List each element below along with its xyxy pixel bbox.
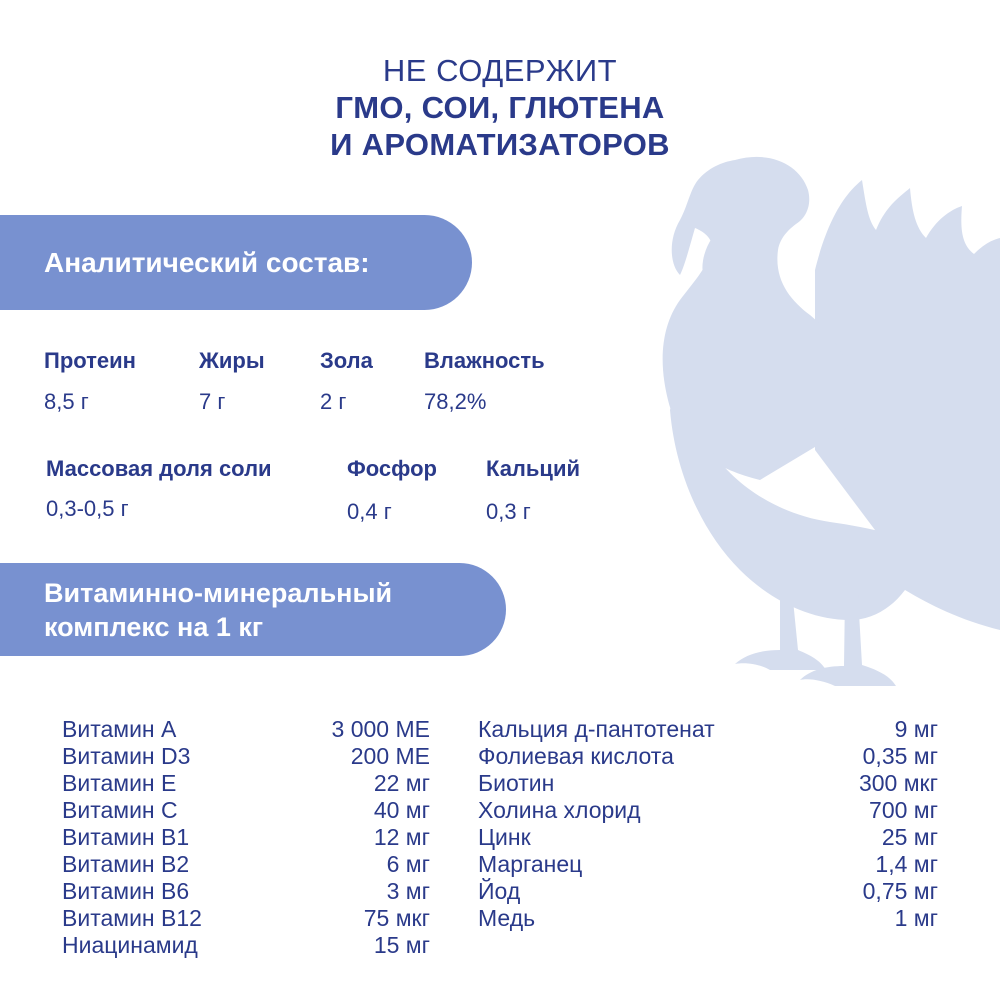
vitamins-right-list — [478, 716, 938, 932]
vitamin-amount: 0,35 мг — [862, 743, 938, 769]
turkey-silhouette-icon — [640, 150, 1000, 710]
vitamin-amount: 3 мг — [386, 878, 430, 904]
vitamin-amount: 12 мг — [373, 824, 430, 850]
vitamin-name: Витамин С — [62, 797, 178, 823]
vitamin-name: Витамин D3 — [62, 743, 191, 769]
vitamin-amount: 25 мг — [881, 824, 938, 850]
moisture-value: 78,2% — [424, 389, 487, 414]
vitamin-amount: 40 мг — [373, 797, 430, 823]
list-item — [62, 851, 430, 878]
headline — [0, 52, 1000, 163]
vitamin-name: Витамин В2 — [62, 851, 190, 877]
vitamins-title-line-1: Витаминно-минеральный — [44, 578, 393, 608]
list-item — [478, 716, 938, 743]
vitamin-amount: 300 мкг — [858, 770, 938, 796]
phosphorus-value: 0,4 г — [347, 499, 392, 524]
vitamins-left-list — [62, 716, 430, 959]
vitamins-banner — [0, 563, 506, 656]
vitamin-name: Витамин В12 — [62, 905, 202, 931]
list-item — [62, 932, 430, 959]
ash-label: Зола — [320, 348, 373, 373]
headline-line-1: НЕ СОДЕРЖИТ — [382, 53, 618, 88]
moisture-label: Влажность — [424, 348, 545, 373]
vitamin-name: Фолиевая кислота — [478, 743, 674, 769]
list-item — [478, 743, 938, 770]
list-item — [62, 770, 430, 797]
vitamin-name: Холина хлорид — [478, 797, 641, 823]
vitamin-amount: 200 МЕ — [350, 743, 430, 769]
vitamin-name: Витамин А — [62, 716, 177, 742]
vitamin-name: Марганец — [478, 851, 583, 877]
list-item — [62, 878, 430, 905]
analytical-title: Аналитический состав: — [44, 247, 370, 278]
vitamin-amount: 75 мкг — [363, 905, 430, 931]
salt-value: 0,3-0,5 г — [46, 496, 129, 521]
vitamin-amount: 22 мг — [373, 770, 430, 796]
protein-label: Протеин — [44, 348, 136, 373]
protein-value: 8,5 г — [44, 389, 89, 414]
calcium-label: Кальций — [486, 456, 581, 481]
list-item — [478, 824, 938, 851]
vitamin-amount: 1,4 мг — [875, 851, 938, 877]
headline-line-2: ГМО, СОИ, ГЛЮТЕНА — [335, 90, 665, 125]
list-item — [62, 743, 430, 770]
vitamin-amount: 6 мг — [386, 851, 430, 877]
vitamin-name: Йод — [478, 878, 521, 904]
list-item — [62, 824, 430, 851]
list-item — [478, 905, 938, 932]
vitamin-name: Витамин Е — [62, 770, 177, 796]
vitamin-amount: 0,75 мг — [862, 878, 938, 904]
vitamin-amount: 1 мг — [894, 905, 938, 931]
fat-value: 7 г — [199, 389, 226, 414]
list-item — [478, 878, 938, 905]
vitamin-amount: 15 мг — [373, 932, 430, 958]
vitamin-name: Биотин — [478, 770, 555, 796]
vitamin-name: Медь — [478, 905, 536, 931]
vitamin-amount: 700 мг — [869, 797, 938, 823]
vitamin-amount: 9 мг — [894, 716, 938, 742]
list-item — [62, 797, 430, 824]
vitamin-name: Кальция д-пантотенат — [478, 716, 715, 742]
list-item — [478, 797, 938, 824]
list-item — [478, 851, 938, 878]
analytical-banner — [0, 215, 472, 310]
phosphorus-label: Фосфор — [347, 456, 437, 481]
salt-label: Массовая доля соли — [46, 456, 272, 481]
ash-value: 2 г — [320, 389, 347, 414]
list-item — [478, 770, 938, 797]
fat-label: Жиры — [199, 348, 265, 373]
vitamin-name: Цинк — [478, 824, 531, 850]
headline-line-3: И АРОМАТИЗАТОРОВ — [330, 127, 670, 162]
calcium-value: 0,3 г — [486, 499, 531, 524]
vitamin-name: Витамин В1 — [62, 824, 190, 850]
vitamin-name: Ниацинамид — [62, 932, 198, 958]
list-item — [62, 716, 430, 743]
vitamins-title-line-2: комплекс на 1 кг — [44, 612, 264, 642]
list-item — [62, 905, 430, 932]
vitamin-amount: 3 000 МЕ — [331, 716, 430, 742]
vitamin-name: Витамин В6 — [62, 878, 190, 904]
vitamins-title — [44, 576, 392, 644]
